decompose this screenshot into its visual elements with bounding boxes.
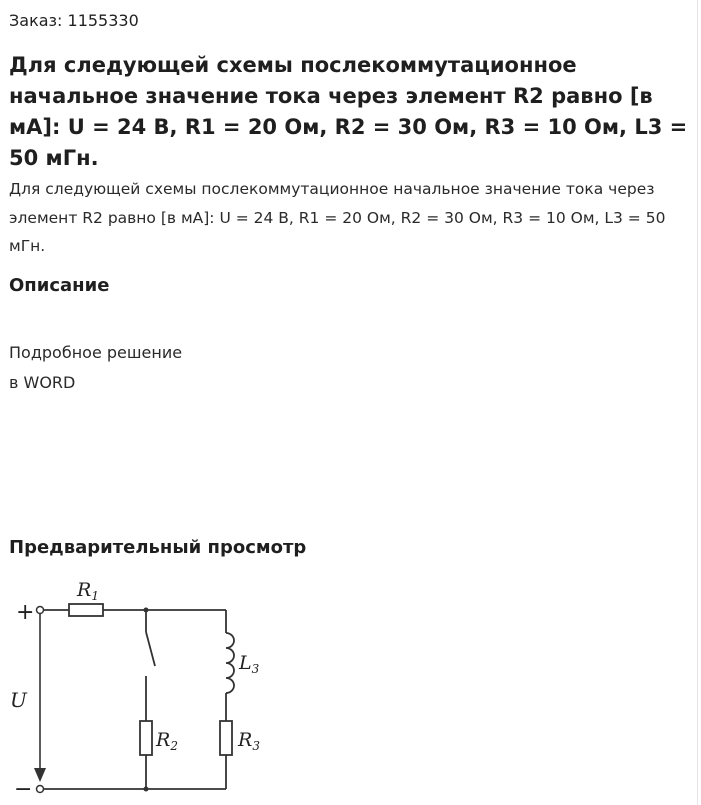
resistor-r1	[69, 604, 103, 616]
circuit-wires	[44, 610, 234, 789]
r3-label: $R_3$	[238, 729, 260, 753]
circuit-diagram	[0, 570, 290, 805]
r1-label: $R_1$	[77, 579, 99, 603]
order-number: Заказ: 1155330	[9, 11, 139, 30]
circuit-preview	[0, 570, 290, 805]
resistor-r2	[140, 721, 152, 755]
terminal-plus	[37, 607, 44, 614]
minus-label: −	[14, 777, 33, 802]
description-heading: Описание	[9, 275, 110, 296]
voltage-label: U	[10, 688, 27, 712]
plus-label: +	[16, 600, 35, 625]
description-line: Подробное решение	[9, 343, 183, 362]
voltage-arrowhead-icon	[34, 768, 46, 782]
junction-dot	[144, 787, 149, 792]
l3-label: $L_3$	[239, 652, 260, 676]
terminal-minus	[37, 786, 44, 793]
task-description: Для следующей схемы послекоммутационное начальное значение тока через элемент R2 равно [в мА]: U = 24 В, R1 = 20 Ом, R2 = 30 Ом, R3 = 10 Ом, L3 = 50 мГн.	[9, 180, 666, 255]
description-body	[9, 338, 182, 398]
r2-label: $R_2$	[156, 729, 178, 753]
description-line: в WORD	[9, 373, 76, 392]
page-title: Для следующей схемы послекоммутационное начальное значение тока через элемент R2 равно [в мА]: U = 24 В, R1 = 20 Ом, R2 = 30 Ом, R3 = 10 Ом, L3 = 50 мГн.	[9, 53, 688, 170]
junction-dot	[144, 608, 149, 613]
resistor-r3	[220, 721, 232, 755]
preview-heading: Предварительный просмотр	[9, 537, 307, 558]
